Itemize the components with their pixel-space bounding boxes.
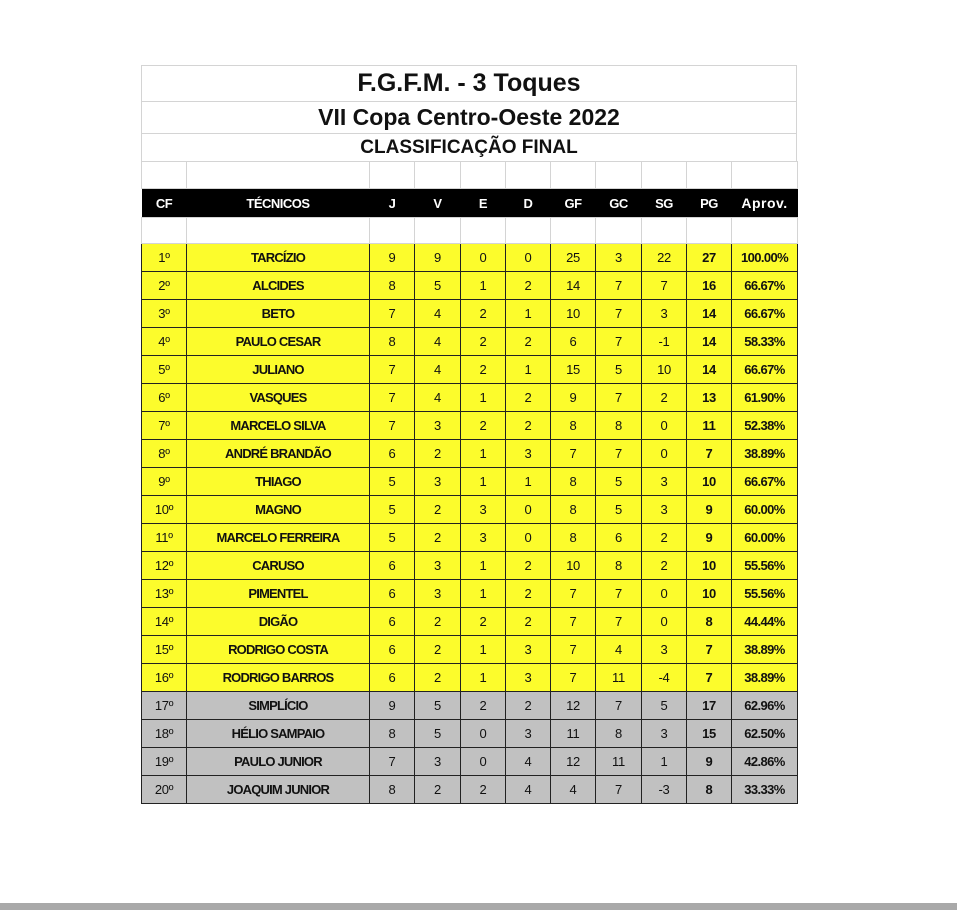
cell-name: PIMENTEL — [187, 580, 370, 608]
cell-j: 8 — [370, 720, 415, 748]
cell-e: 1 — [461, 664, 506, 692]
cell-sg: 1 — [642, 748, 687, 776]
cell-gc: 5 — [596, 496, 642, 524]
cell-e: 2 — [461, 692, 506, 720]
cell-e: 1 — [461, 552, 506, 580]
cell-aprov: 33.33% — [732, 776, 798, 804]
cell-pg: 27 — [687, 244, 732, 272]
col-header-j: J — [370, 189, 415, 218]
cell-d: 0 — [506, 496, 551, 524]
cell-d: 2 — [506, 272, 551, 300]
cell-e: 0 — [461, 748, 506, 776]
cell-v: 5 — [415, 692, 461, 720]
col-header-tecnicos: TÉCNICOS — [187, 189, 370, 218]
cell-aprov: 66.67% — [732, 356, 798, 384]
cell-name: THIAGO — [187, 468, 370, 496]
table-row — [142, 272, 798, 300]
cell-e: 3 — [461, 496, 506, 524]
table-row — [142, 328, 798, 356]
cell-name: JULIANO — [187, 356, 370, 384]
cell-gc: 7 — [596, 608, 642, 636]
cell-name: PAULO CESAR — [187, 328, 370, 356]
col-header-gc: GC — [596, 189, 642, 218]
cell-d: 2 — [506, 552, 551, 580]
cell-pg: 16 — [687, 272, 732, 300]
cell-sg: 3 — [642, 636, 687, 664]
cell-cf: 10º — [142, 496, 187, 524]
cell-j: 5 — [370, 524, 415, 552]
cell-name: RODRIGO BARROS — [187, 664, 370, 692]
cell-pg: 7 — [687, 636, 732, 664]
cell-cf: 1º — [142, 244, 187, 272]
cell-sg: 2 — [642, 552, 687, 580]
cell-j: 8 — [370, 328, 415, 356]
table-row — [142, 608, 798, 636]
cell-sg: 3 — [642, 300, 687, 328]
cell-sg: -1 — [642, 328, 687, 356]
cell-sg: 3 — [642, 720, 687, 748]
header-row — [142, 189, 798, 218]
cell-v: 2 — [415, 496, 461, 524]
cell-name: MARCELO SILVA — [187, 412, 370, 440]
cell-gc: 8 — [596, 412, 642, 440]
cell-j: 8 — [370, 776, 415, 804]
cell-cf: 7º — [142, 412, 187, 440]
cell-d: 3 — [506, 720, 551, 748]
cell-e: 2 — [461, 776, 506, 804]
cell-e: 1 — [461, 468, 506, 496]
cell-name: TARCÍZIO — [187, 244, 370, 272]
cell-gc: 7 — [596, 300, 642, 328]
cell-j: 7 — [370, 356, 415, 384]
cell-v: 3 — [415, 468, 461, 496]
cell-cf: 11º — [142, 524, 187, 552]
cell-d: 2 — [506, 692, 551, 720]
cell-pg: 17 — [687, 692, 732, 720]
col-header-aprov: Aprov. — [732, 189, 798, 218]
cell-gf: 7 — [551, 608, 596, 636]
cell-name: MARCELO FERREIRA — [187, 524, 370, 552]
cell-sg: 2 — [642, 384, 687, 412]
table-row — [142, 524, 798, 552]
spacer-row — [142, 162, 798, 189]
cell-pg: 10 — [687, 552, 732, 580]
table-row — [142, 356, 798, 384]
cell-v: 2 — [415, 524, 461, 552]
cell-gf: 8 — [551, 496, 596, 524]
cell-e: 0 — [461, 244, 506, 272]
cell-e: 1 — [461, 636, 506, 664]
cell-aprov: 100.00% — [732, 244, 798, 272]
cell-gf: 7 — [551, 440, 596, 468]
cell-pg: 10 — [687, 468, 732, 496]
cell-d: 2 — [506, 384, 551, 412]
document-title: F.G.F.M. - 3 Toques — [141, 65, 797, 101]
cell-d: 4 — [506, 776, 551, 804]
cell-gf: 7 — [551, 636, 596, 664]
cell-pg: 15 — [687, 720, 732, 748]
cell-gf: 14 — [551, 272, 596, 300]
table-row — [142, 636, 798, 664]
cell-v: 3 — [415, 748, 461, 776]
cell-gf: 10 — [551, 552, 596, 580]
cell-gc: 11 — [596, 664, 642, 692]
cell-pg: 10 — [687, 580, 732, 608]
table-row — [142, 300, 798, 328]
cell-d: 0 — [506, 524, 551, 552]
col-header-cf: CF — [142, 189, 187, 218]
cell-gf: 12 — [551, 748, 596, 776]
cell-name: DIGÃO — [187, 608, 370, 636]
cell-j: 7 — [370, 300, 415, 328]
cell-aprov: 52.38% — [732, 412, 798, 440]
table-row — [142, 384, 798, 412]
cell-gc: 7 — [596, 692, 642, 720]
cell-name: JOAQUIM JUNIOR — [187, 776, 370, 804]
cell-j: 7 — [370, 412, 415, 440]
cell-v: 4 — [415, 356, 461, 384]
cell-gf: 8 — [551, 524, 596, 552]
cell-gc: 8 — [596, 552, 642, 580]
cell-j: 7 — [370, 748, 415, 776]
cell-v: 5 — [415, 720, 461, 748]
cell-v: 9 — [415, 244, 461, 272]
cell-j: 8 — [370, 272, 415, 300]
cell-gf: 12 — [551, 692, 596, 720]
cell-v: 4 — [415, 384, 461, 412]
cell-v: 2 — [415, 440, 461, 468]
cell-cf: 18º — [142, 720, 187, 748]
table-row — [142, 468, 798, 496]
cell-d: 3 — [506, 636, 551, 664]
cell-v: 3 — [415, 412, 461, 440]
standings-sheet — [141, 65, 797, 804]
cell-aprov: 55.56% — [732, 552, 798, 580]
cell-cf: 19º — [142, 748, 187, 776]
cell-cf: 2º — [142, 272, 187, 300]
cell-name: HÉLIO SAMPAIO — [187, 720, 370, 748]
cell-sg: 10 — [642, 356, 687, 384]
cell-d: 2 — [506, 580, 551, 608]
cell-pg: 7 — [687, 440, 732, 468]
table-row — [142, 244, 798, 272]
cell-d: 1 — [506, 300, 551, 328]
cell-cf: 6º — [142, 384, 187, 412]
cell-v: 4 — [415, 328, 461, 356]
table-row — [142, 748, 798, 776]
cell-aprov: 66.67% — [732, 468, 798, 496]
cell-pg: 14 — [687, 356, 732, 384]
col-header-sg: SG — [642, 189, 687, 218]
tournament-title: VII Copa Centro-Oeste 2022 — [141, 101, 797, 133]
cell-e: 2 — [461, 328, 506, 356]
cell-gf: 9 — [551, 384, 596, 412]
cell-sg: 22 — [642, 244, 687, 272]
col-header-pg: PG — [687, 189, 732, 218]
cell-j: 7 — [370, 384, 415, 412]
table-row — [142, 412, 798, 440]
section-title: CLASSIFICAÇÃO FINAL — [141, 133, 797, 161]
cell-pg: 14 — [687, 300, 732, 328]
cell-aprov: 61.90% — [732, 384, 798, 412]
cell-e: 3 — [461, 524, 506, 552]
cell-cf: 16º — [142, 664, 187, 692]
cell-name: PAULO JUNIOR — [187, 748, 370, 776]
cell-d: 2 — [506, 328, 551, 356]
cell-aprov: 38.89% — [732, 440, 798, 468]
cell-gf: 11 — [551, 720, 596, 748]
cell-name: ALCIDES — [187, 272, 370, 300]
cell-sg: 0 — [642, 440, 687, 468]
cell-sg: 0 — [642, 412, 687, 440]
table-row — [142, 580, 798, 608]
cell-gf: 7 — [551, 580, 596, 608]
cell-name: ANDRÉ BRANDÃO — [187, 440, 370, 468]
cell-j: 6 — [370, 440, 415, 468]
cell-gc: 5 — [596, 356, 642, 384]
cell-pg: 9 — [687, 524, 732, 552]
cell-aprov: 60.00% — [732, 524, 798, 552]
cell-d: 2 — [506, 412, 551, 440]
cell-j: 6 — [370, 608, 415, 636]
cell-v: 2 — [415, 664, 461, 692]
cell-aprov: 44.44% — [732, 608, 798, 636]
cell-aprov: 66.67% — [732, 272, 798, 300]
cell-gf: 8 — [551, 468, 596, 496]
cell-sg: 5 — [642, 692, 687, 720]
cell-gc: 7 — [596, 272, 642, 300]
cell-aprov: 38.89% — [732, 664, 798, 692]
cell-sg: 3 — [642, 468, 687, 496]
cell-gc: 3 — [596, 244, 642, 272]
cell-j: 9 — [370, 692, 415, 720]
cell-gc: 8 — [596, 720, 642, 748]
cell-aprov: 42.86% — [732, 748, 798, 776]
cell-j: 6 — [370, 636, 415, 664]
cell-v: 2 — [415, 636, 461, 664]
cell-e: 2 — [461, 412, 506, 440]
cell-j: 6 — [370, 580, 415, 608]
cell-pg: 11 — [687, 412, 732, 440]
cell-cf: 9º — [142, 468, 187, 496]
cell-v: 2 — [415, 608, 461, 636]
cell-gc: 5 — [596, 468, 642, 496]
cell-e: 1 — [461, 384, 506, 412]
cell-j: 6 — [370, 552, 415, 580]
table-row — [142, 440, 798, 468]
cell-d: 4 — [506, 748, 551, 776]
cell-v: 4 — [415, 300, 461, 328]
table-row — [142, 776, 798, 804]
cell-gf: 10 — [551, 300, 596, 328]
cell-gf: 4 — [551, 776, 596, 804]
cell-d: 2 — [506, 608, 551, 636]
cell-d: 1 — [506, 356, 551, 384]
cell-sg: 7 — [642, 272, 687, 300]
cell-j: 5 — [370, 468, 415, 496]
spacer-row — [142, 218, 798, 244]
cell-aprov: 62.96% — [732, 692, 798, 720]
cell-gc: 7 — [596, 328, 642, 356]
table-row — [142, 692, 798, 720]
cell-name: SIMPLÍCIO — [187, 692, 370, 720]
cell-e: 1 — [461, 580, 506, 608]
col-header-d: D — [506, 189, 551, 218]
cell-v: 3 — [415, 580, 461, 608]
cell-name: CARUSO — [187, 552, 370, 580]
cell-e: 2 — [461, 608, 506, 636]
table-row — [142, 664, 798, 692]
cell-name: MAGNO — [187, 496, 370, 524]
cell-pg: 8 — [687, 776, 732, 804]
cell-gc: 7 — [596, 384, 642, 412]
cell-gf: 15 — [551, 356, 596, 384]
cell-sg: -3 — [642, 776, 687, 804]
cell-d: 3 — [506, 440, 551, 468]
bottom-bar — [0, 903, 957, 910]
cell-pg: 9 — [687, 748, 732, 776]
cell-pg: 9 — [687, 496, 732, 524]
cell-j: 6 — [370, 664, 415, 692]
cell-cf: 4º — [142, 328, 187, 356]
cell-name: BETO — [187, 300, 370, 328]
cell-aprov: 55.56% — [732, 580, 798, 608]
cell-e: 2 — [461, 300, 506, 328]
cell-e: 1 — [461, 440, 506, 468]
cell-e: 1 — [461, 272, 506, 300]
cell-sg: 0 — [642, 608, 687, 636]
table-row — [142, 496, 798, 524]
cell-cf: 5º — [142, 356, 187, 384]
cell-aprov: 58.33% — [732, 328, 798, 356]
cell-aprov: 38.89% — [732, 636, 798, 664]
cell-v: 2 — [415, 776, 461, 804]
cell-e: 0 — [461, 720, 506, 748]
cell-cf: 13º — [142, 580, 187, 608]
cell-v: 5 — [415, 272, 461, 300]
cell-d: 1 — [506, 468, 551, 496]
cell-cf: 20º — [142, 776, 187, 804]
cell-aprov: 62.50% — [732, 720, 798, 748]
cell-gf: 25 — [551, 244, 596, 272]
col-header-v: V — [415, 189, 461, 218]
cell-sg: 2 — [642, 524, 687, 552]
cell-cf: 17º — [142, 692, 187, 720]
cell-gc: 7 — [596, 440, 642, 468]
cell-gf: 8 — [551, 412, 596, 440]
cell-pg: 8 — [687, 608, 732, 636]
col-header-gf: GF — [551, 189, 596, 218]
col-header-e: E — [461, 189, 506, 218]
cell-pg: 14 — [687, 328, 732, 356]
cell-cf: 14º — [142, 608, 187, 636]
cell-d: 3 — [506, 664, 551, 692]
table-row — [142, 552, 798, 580]
cell-gc: 7 — [596, 580, 642, 608]
cell-d: 0 — [506, 244, 551, 272]
cell-gf: 6 — [551, 328, 596, 356]
cell-sg: -4 — [642, 664, 687, 692]
cell-sg: 0 — [642, 580, 687, 608]
cell-aprov: 66.67% — [732, 300, 798, 328]
cell-gc: 11 — [596, 748, 642, 776]
standings-table — [141, 161, 798, 804]
cell-sg: 3 — [642, 496, 687, 524]
cell-cf: 15º — [142, 636, 187, 664]
cell-cf: 3º — [142, 300, 187, 328]
cell-pg: 7 — [687, 664, 732, 692]
cell-gc: 4 — [596, 636, 642, 664]
cell-cf: 8º — [142, 440, 187, 468]
table-row — [142, 720, 798, 748]
cell-pg: 13 — [687, 384, 732, 412]
cell-cf: 12º — [142, 552, 187, 580]
cell-j: 9 — [370, 244, 415, 272]
cell-name: RODRIGO COSTA — [187, 636, 370, 664]
cell-name: VASQUES — [187, 384, 370, 412]
cell-j: 5 — [370, 496, 415, 524]
cell-e: 2 — [461, 356, 506, 384]
cell-aprov: 60.00% — [732, 496, 798, 524]
cell-gc: 7 — [596, 776, 642, 804]
cell-v: 3 — [415, 552, 461, 580]
cell-gc: 6 — [596, 524, 642, 552]
cell-gf: 7 — [551, 664, 596, 692]
